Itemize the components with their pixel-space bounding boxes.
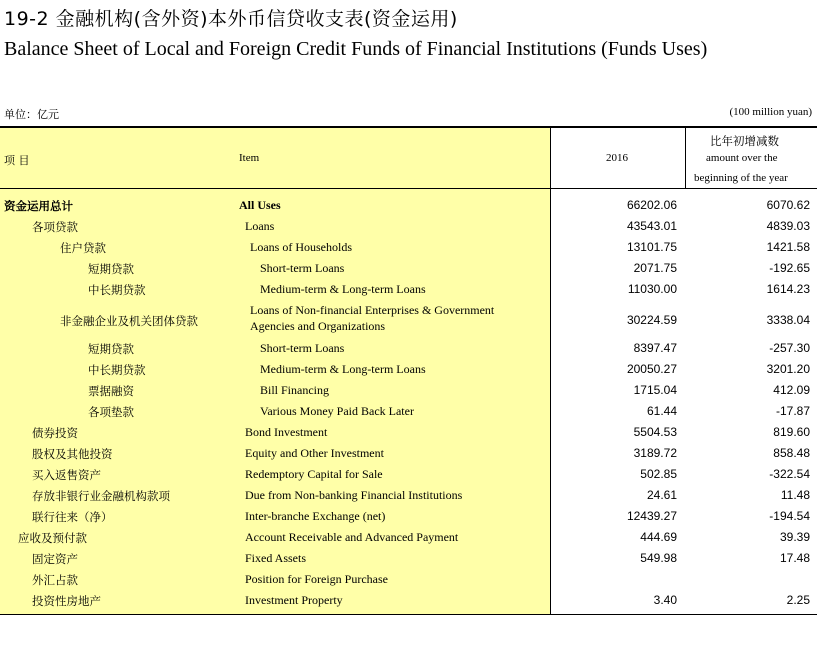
row-label-cn: 外汇占款 xyxy=(32,573,78,587)
table-row xyxy=(0,380,817,401)
row-label-cn: 买入返售资产 xyxy=(32,468,101,482)
header-item-cn: 项 目 xyxy=(4,154,30,167)
table-row xyxy=(0,279,817,300)
table-row xyxy=(0,195,817,216)
row-value-change: 6070.62 xyxy=(766,198,810,212)
row-value-2016: 66202.06 xyxy=(626,198,677,212)
row-label-en: Various Money Paid Back Later xyxy=(260,404,414,418)
row-value-2016: 12439.27 xyxy=(626,509,677,523)
row-value-2016: 3189.72 xyxy=(633,446,677,460)
header-column-divider xyxy=(685,128,686,188)
row-label-en: Position for Foreign Purchase xyxy=(245,572,388,586)
header-item-en: Item xyxy=(239,152,260,164)
row-label-cn: 非金融企业及机关团体贷款 xyxy=(60,314,198,328)
row-value-2016: 444.69 xyxy=(640,530,677,544)
table-row xyxy=(0,401,817,422)
row-value-change: 2.25 xyxy=(786,593,810,607)
row-label-en: Inter-branche Exchange (net) xyxy=(245,509,386,523)
title-chinese: 19-2 金融机构(含外资)本外币信贷收支表(资金运用) xyxy=(4,8,458,30)
row-label-en: Loans of Non-financial Enterprises & Government Agencies and Organizations xyxy=(250,303,495,333)
row-label-cn: 各项垫款 xyxy=(88,405,134,419)
row-label-en: Equity and Other Investment xyxy=(245,446,384,460)
row-value-2016: 549.98 xyxy=(640,551,677,565)
row-value-change: 11.48 xyxy=(780,488,810,502)
header-bottom-rule xyxy=(0,188,817,189)
unit-chinese: 单位：亿元 xyxy=(4,108,59,121)
row-label-en: Medium-term & Long-term Loans xyxy=(260,282,426,296)
row-value-change: 1421.58 xyxy=(766,240,810,254)
row-label-en: Due from Non-banking Financial Institutions xyxy=(245,488,463,502)
table-row xyxy=(0,422,817,443)
table-top-rule xyxy=(0,126,817,128)
table-row xyxy=(0,216,817,237)
row-value-2016: 30224.59 xyxy=(626,313,677,327)
row-label-en: Medium-term & Long-term Loans xyxy=(260,362,426,376)
row-value-change: 1614.23 xyxy=(766,282,810,296)
row-value-2016: 502.85 xyxy=(640,467,677,481)
row-label-cn: 资金运用总计 xyxy=(4,199,73,213)
row-value-change: 3338.04 xyxy=(766,313,810,327)
row-value-change: -322.54 xyxy=(769,467,810,481)
row-label-cn: 住户贷款 xyxy=(60,241,106,255)
row-value-2016: 20050.27 xyxy=(626,362,677,376)
header-year: 2016 xyxy=(606,152,628,164)
row-label-cn: 存放非银行业金融机构款项 xyxy=(32,489,170,503)
table-row xyxy=(0,359,817,380)
table-row xyxy=(0,258,817,279)
row-value-2016: 11030.00 xyxy=(627,282,677,296)
table-row xyxy=(0,302,817,340)
row-label-cn: 票据融资 xyxy=(88,384,134,398)
row-label-en: Redemptory Capital for Sale xyxy=(245,467,383,481)
row-label-cn: 中长期贷款 xyxy=(88,283,146,297)
table-row xyxy=(0,237,817,258)
row-label-en: Bond Investment xyxy=(245,425,328,439)
row-value-2016: 3.40 xyxy=(653,593,677,607)
row-label-cn: 中长期贷款 xyxy=(88,363,146,377)
row-label-cn: 短期贷款 xyxy=(88,342,134,356)
row-label-cn: 联行往来（净） xyxy=(32,510,113,524)
row-value-change: -192.65 xyxy=(769,261,810,275)
header-change-en-2: beginning of the year xyxy=(694,172,788,184)
header-change-en-1: amount over the xyxy=(706,152,778,164)
table-row xyxy=(0,506,817,527)
row-label-en: Fixed Assets xyxy=(245,551,307,565)
row-value-change: 3201.20 xyxy=(766,362,810,376)
row-value-change: 819.60 xyxy=(773,425,810,439)
table-row xyxy=(0,338,817,359)
row-value-2016: 2071.75 xyxy=(633,261,677,275)
row-value-2016: 24.61 xyxy=(646,488,677,502)
table-row xyxy=(0,464,817,485)
row-value-change: -194.54 xyxy=(769,509,810,523)
row-value-change: 412.09 xyxy=(773,383,810,397)
row-value-change: -17.87 xyxy=(775,404,810,418)
row-value-2016: 1715.04 xyxy=(633,383,677,397)
row-label-cn: 股权及其他投资 xyxy=(32,447,113,461)
row-value-change: -257.30 xyxy=(769,341,810,355)
table-row xyxy=(0,590,817,611)
table-row xyxy=(0,527,817,548)
row-value-change: 858.48 xyxy=(773,446,810,460)
row-value-change: 39.39 xyxy=(779,530,810,544)
row-label-en: Account Receivable and Advanced Payment xyxy=(245,530,459,544)
table-bottom-rule xyxy=(0,614,817,615)
row-label-en: Loans xyxy=(245,219,275,233)
row-label-en: Short-term Loans xyxy=(260,341,345,355)
row-label-en: Short-term Loans xyxy=(260,261,345,275)
table-row xyxy=(0,443,817,464)
row-value-2016: 13101.75 xyxy=(626,240,677,254)
row-label-cn: 各项贷款 xyxy=(32,220,78,234)
row-value-change: 17.48 xyxy=(779,551,810,565)
row-label-cn: 短期贷款 xyxy=(88,262,134,276)
row-label-en: Loans of Households xyxy=(250,240,352,254)
table-row xyxy=(0,569,817,590)
title-english: Balance Sheet of Local and Foreign Credit Funds of Financial Institutions (Funds Uses) xyxy=(4,38,708,60)
table-row xyxy=(0,548,817,569)
row-label-cn: 应收及预付款 xyxy=(18,531,87,545)
row-value-2016: 8397.47 xyxy=(633,341,677,355)
row-value-change: 4839.03 xyxy=(766,219,810,233)
unit-english: (100 million yuan) xyxy=(729,106,812,118)
row-value-2016: 43543.01 xyxy=(626,219,677,233)
row-label-cn: 投资性房地产 xyxy=(32,594,101,608)
row-label-en: Investment Property xyxy=(245,593,343,607)
row-label-en: All Uses xyxy=(239,198,281,212)
row-label-cn: 固定资产 xyxy=(32,552,78,566)
table-row xyxy=(0,485,817,506)
row-value-2016: 61.44 xyxy=(646,404,677,418)
row-value-2016: 5504.53 xyxy=(633,425,677,439)
row-label-en: Bill Financing xyxy=(260,383,329,397)
header-change-cn: 比年初增减数 xyxy=(710,134,779,148)
row-label-cn: 债券投资 xyxy=(32,426,78,440)
